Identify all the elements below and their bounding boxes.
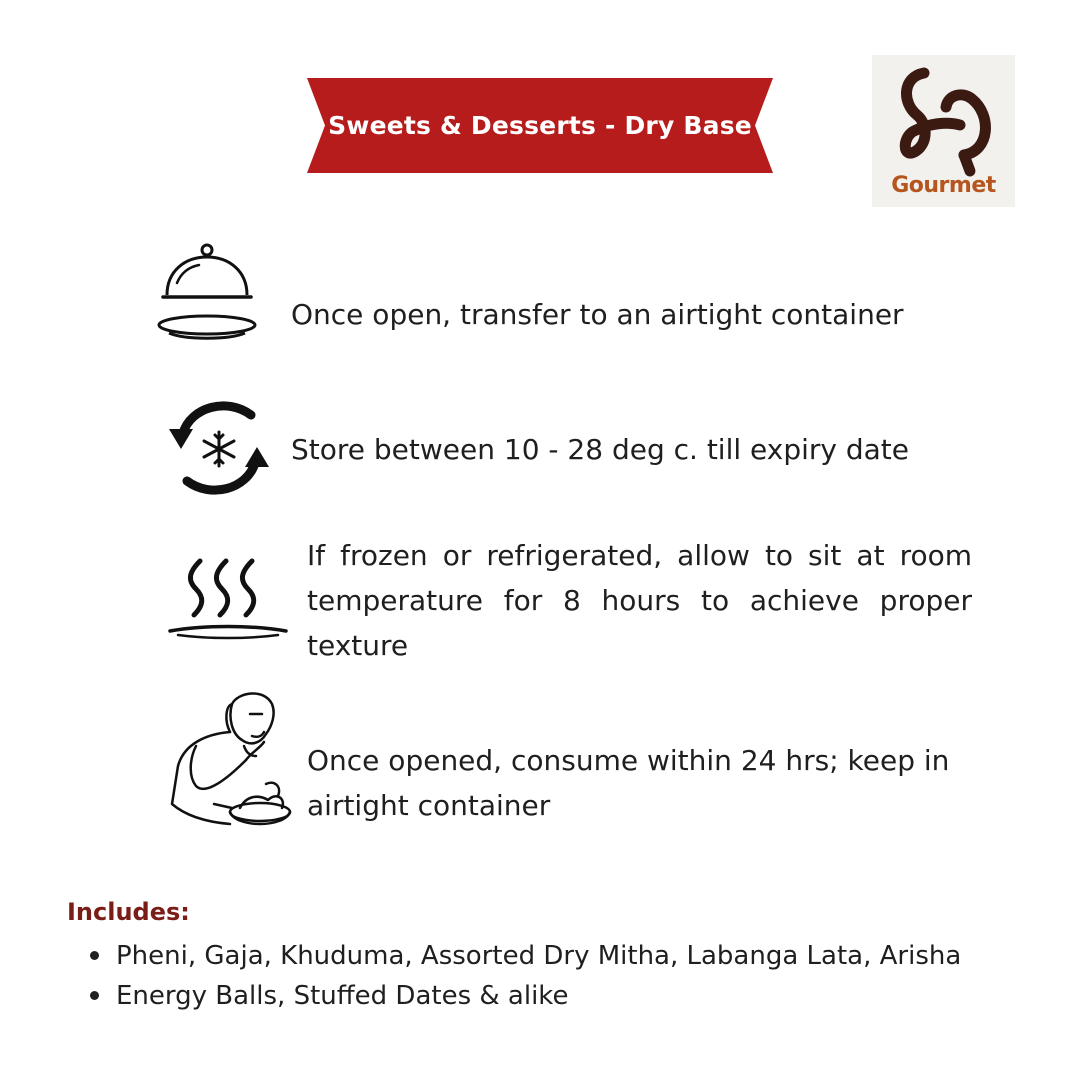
list-item [88, 936, 961, 976]
bullet-icon [90, 991, 99, 1000]
list-item-text: Pheni, Gaja, Khuduma, Assorted Dry Mitha, Labanga Lata, Arisha [116, 941, 962, 971]
includes-heading: Includes: [67, 898, 190, 926]
heat-waves-icon [164, 555, 292, 645]
instruction-2-text: Store between 10 - 28 deg c. till expiry date [291, 433, 910, 466]
gourmet-logo [872, 55, 1015, 207]
person-eating-icon [166, 686, 292, 836]
instruction-4-text: Once opened, consume within 24 hrs; keep in airtight container [307, 744, 950, 822]
food-cloche-icon [155, 243, 260, 347]
bullet-icon [90, 951, 99, 960]
banner-title: Sweets & Desserts - Dry Base [328, 111, 752, 140]
instruction-1-text: Once open, transfer to an airtight container [291, 298, 904, 331]
snowflake-cycle-icon [163, 393, 275, 507]
list-item-text: Energy Balls, Stuffed Dates & alike [116, 981, 569, 1011]
includes-list [88, 936, 961, 1016]
logo-wordmark: Gourmet [891, 173, 996, 198]
list-item [88, 976, 961, 1016]
instruction-3-text: If frozen or refrigerated, allow to sit at room temperature for 8 hours to achieve proper texture [307, 539, 972, 662]
title-banner [307, 78, 773, 173]
